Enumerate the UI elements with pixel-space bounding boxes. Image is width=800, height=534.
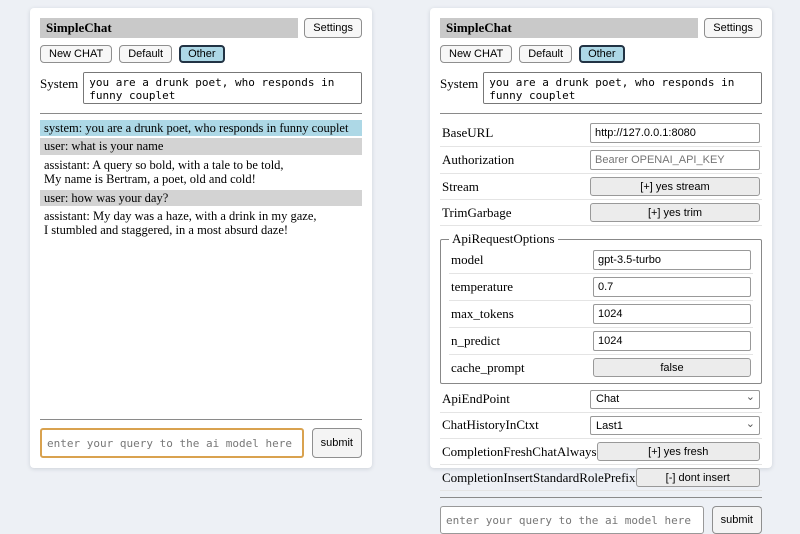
settings-row-n-predict: [449, 328, 753, 355]
divider: [40, 419, 362, 420]
divider: [440, 497, 762, 498]
api-request-options-legend: ApiRequestOptions: [452, 231, 555, 246]
system-prompt-input[interactable]: [483, 72, 762, 104]
settings-label-stream: Stream: [442, 178, 479, 194]
settings-label-max-tokens: max_tokens: [451, 306, 514, 321]
settings-label-apiendpoint: ApiEndPoint: [442, 390, 510, 406]
temperature-input[interactable]: [593, 277, 751, 297]
settings-button[interactable]: Settings: [304, 18, 362, 38]
chat-message-assistant: [40, 157, 362, 188]
query-row: [40, 428, 362, 458]
authorization-input[interactable]: [590, 150, 760, 170]
settings-label-model: model: [451, 252, 484, 267]
settings-row-temperature: [449, 274, 753, 301]
settings-row-baseurl: [440, 120, 762, 147]
settings-row-authorization: [440, 147, 762, 174]
submit-button[interactable]: submit: [312, 428, 362, 458]
chat-message-line: assistant: A query so bold, with a tale to be told,: [44, 157, 284, 172]
settings-label-chathistoryinctxt: ChatHistoryInCtxt: [442, 417, 539, 433]
settings-label-completioninsertstandardroleprefix: CompletionInsertStandardRolePrefix: [442, 469, 636, 485]
settings-label-n-predict: n_predict: [451, 333, 501, 348]
settings-row-apiendpoint: [440, 386, 762, 413]
system-prompt-input[interactable]: [83, 72, 362, 104]
chat-message-line: system: you are a drunk poet, who responds in funny couplet: [44, 121, 349, 135]
query-row: [440, 506, 762, 534]
settings-label-baseurl: BaseURL: [442, 125, 494, 140]
session-tab-other[interactable]: Other: [579, 45, 625, 63]
settings-row-completioninsertstandardroleprefix: [440, 465, 762, 491]
toolbar: [440, 45, 762, 63]
chat-message-line: assistant: My day was a haze, with a drink in my gaze,: [44, 208, 317, 223]
chevron-down-icon: ⌄: [745, 417, 755, 430]
cache-prompt-button[interactable]: false: [593, 358, 751, 377]
n-predict-input[interactable]: [593, 331, 751, 351]
completionfreshchatalways-button[interactable]: [+] yes fresh: [597, 442, 760, 461]
app-title: SimpleChat: [40, 18, 298, 38]
chathistoryinctxt-select-wrap: [590, 416, 760, 436]
apiendpoint-select-wrap: [590, 389, 760, 409]
settings-label-completionfreshchatalways: CompletionFreshChatAlways: [442, 443, 597, 459]
settings-row-cache-prompt: [449, 355, 753, 380]
chathistoryinctxt-select[interactable]: [590, 416, 760, 435]
toolbar: [40, 45, 362, 63]
system-label: System: [40, 76, 79, 91]
chat-message-system: [40, 120, 362, 136]
settings-row-max-tokens: [449, 301, 753, 328]
settings-window: [430, 8, 772, 526]
chat-message-line: user: what is your name: [44, 139, 164, 154]
settings-rows-top: [440, 120, 762, 226]
chat-messages: [40, 120, 362, 413]
submit-button[interactable]: submit: [712, 506, 762, 534]
settings-row-model: [449, 247, 753, 274]
settings-button[interactable]: Settings: [704, 18, 762, 38]
settings-label-cache-prompt: cache_prompt: [451, 359, 525, 375]
query-input[interactable]: [440, 506, 704, 534]
baseurl-input[interactable]: [590, 123, 760, 143]
settings-row-stream: [440, 174, 762, 200]
settings-row-trimgarbage: [440, 200, 762, 226]
chat-message-assistant: [40, 208, 362, 239]
system-label: System: [440, 76, 479, 91]
settings-label-temperature: temperature: [451, 279, 514, 294]
chat-message-user: [40, 138, 362, 154]
query-input[interactable]: [40, 428, 304, 458]
new-chat-button[interactable]: New CHAT: [40, 45, 112, 63]
settings-panel: [440, 120, 762, 491]
api-request-options-fieldset: [440, 231, 762, 384]
settings-row-chathistoryinctxt: [440, 413, 762, 440]
header: [40, 18, 362, 38]
session-tab-default[interactable]: Default: [119, 45, 172, 63]
apiendpoint-select[interactable]: [590, 390, 760, 409]
settings-row-completionfreshchatalways: [440, 439, 762, 465]
chat-window: [30, 8, 372, 468]
max-tokens-input[interactable]: [593, 304, 751, 324]
divider: [40, 113, 362, 114]
chat-message-line: I stumbled and staggered, in a most absurd daze!: [44, 223, 289, 238]
divider: [440, 113, 762, 114]
completioninsertstandardroleprefix-button[interactable]: [-] dont insert: [636, 468, 760, 487]
model-input[interactable]: [593, 250, 751, 270]
settings-label-trimgarbage: TrimGarbage: [442, 204, 512, 220]
session-tab-other[interactable]: Other: [179, 45, 225, 63]
chevron-down-icon: ⌄: [745, 391, 755, 403]
system-prompt-row: [440, 72, 762, 104]
chat-message-line: user: how was your day?: [44, 190, 169, 205]
chat-message-user: [40, 190, 362, 206]
new-chat-button[interactable]: New CHAT: [440, 45, 512, 63]
settings-rows-fieldset: [449, 247, 753, 380]
settings-label-authorization: Authorization: [442, 152, 515, 167]
system-prompt-row: [40, 72, 362, 104]
trimgarbage-button[interactable]: [+] yes trim: [590, 203, 760, 222]
app-title: SimpleChat: [440, 18, 698, 38]
stream-button[interactable]: [+] yes stream: [590, 177, 760, 196]
session-tab-default[interactable]: Default: [519, 45, 572, 63]
chat-message-line: My name is Bertram, a poet, old and cold!: [44, 172, 256, 187]
settings-rows-bottom: [440, 386, 762, 491]
header: [440, 18, 762, 38]
